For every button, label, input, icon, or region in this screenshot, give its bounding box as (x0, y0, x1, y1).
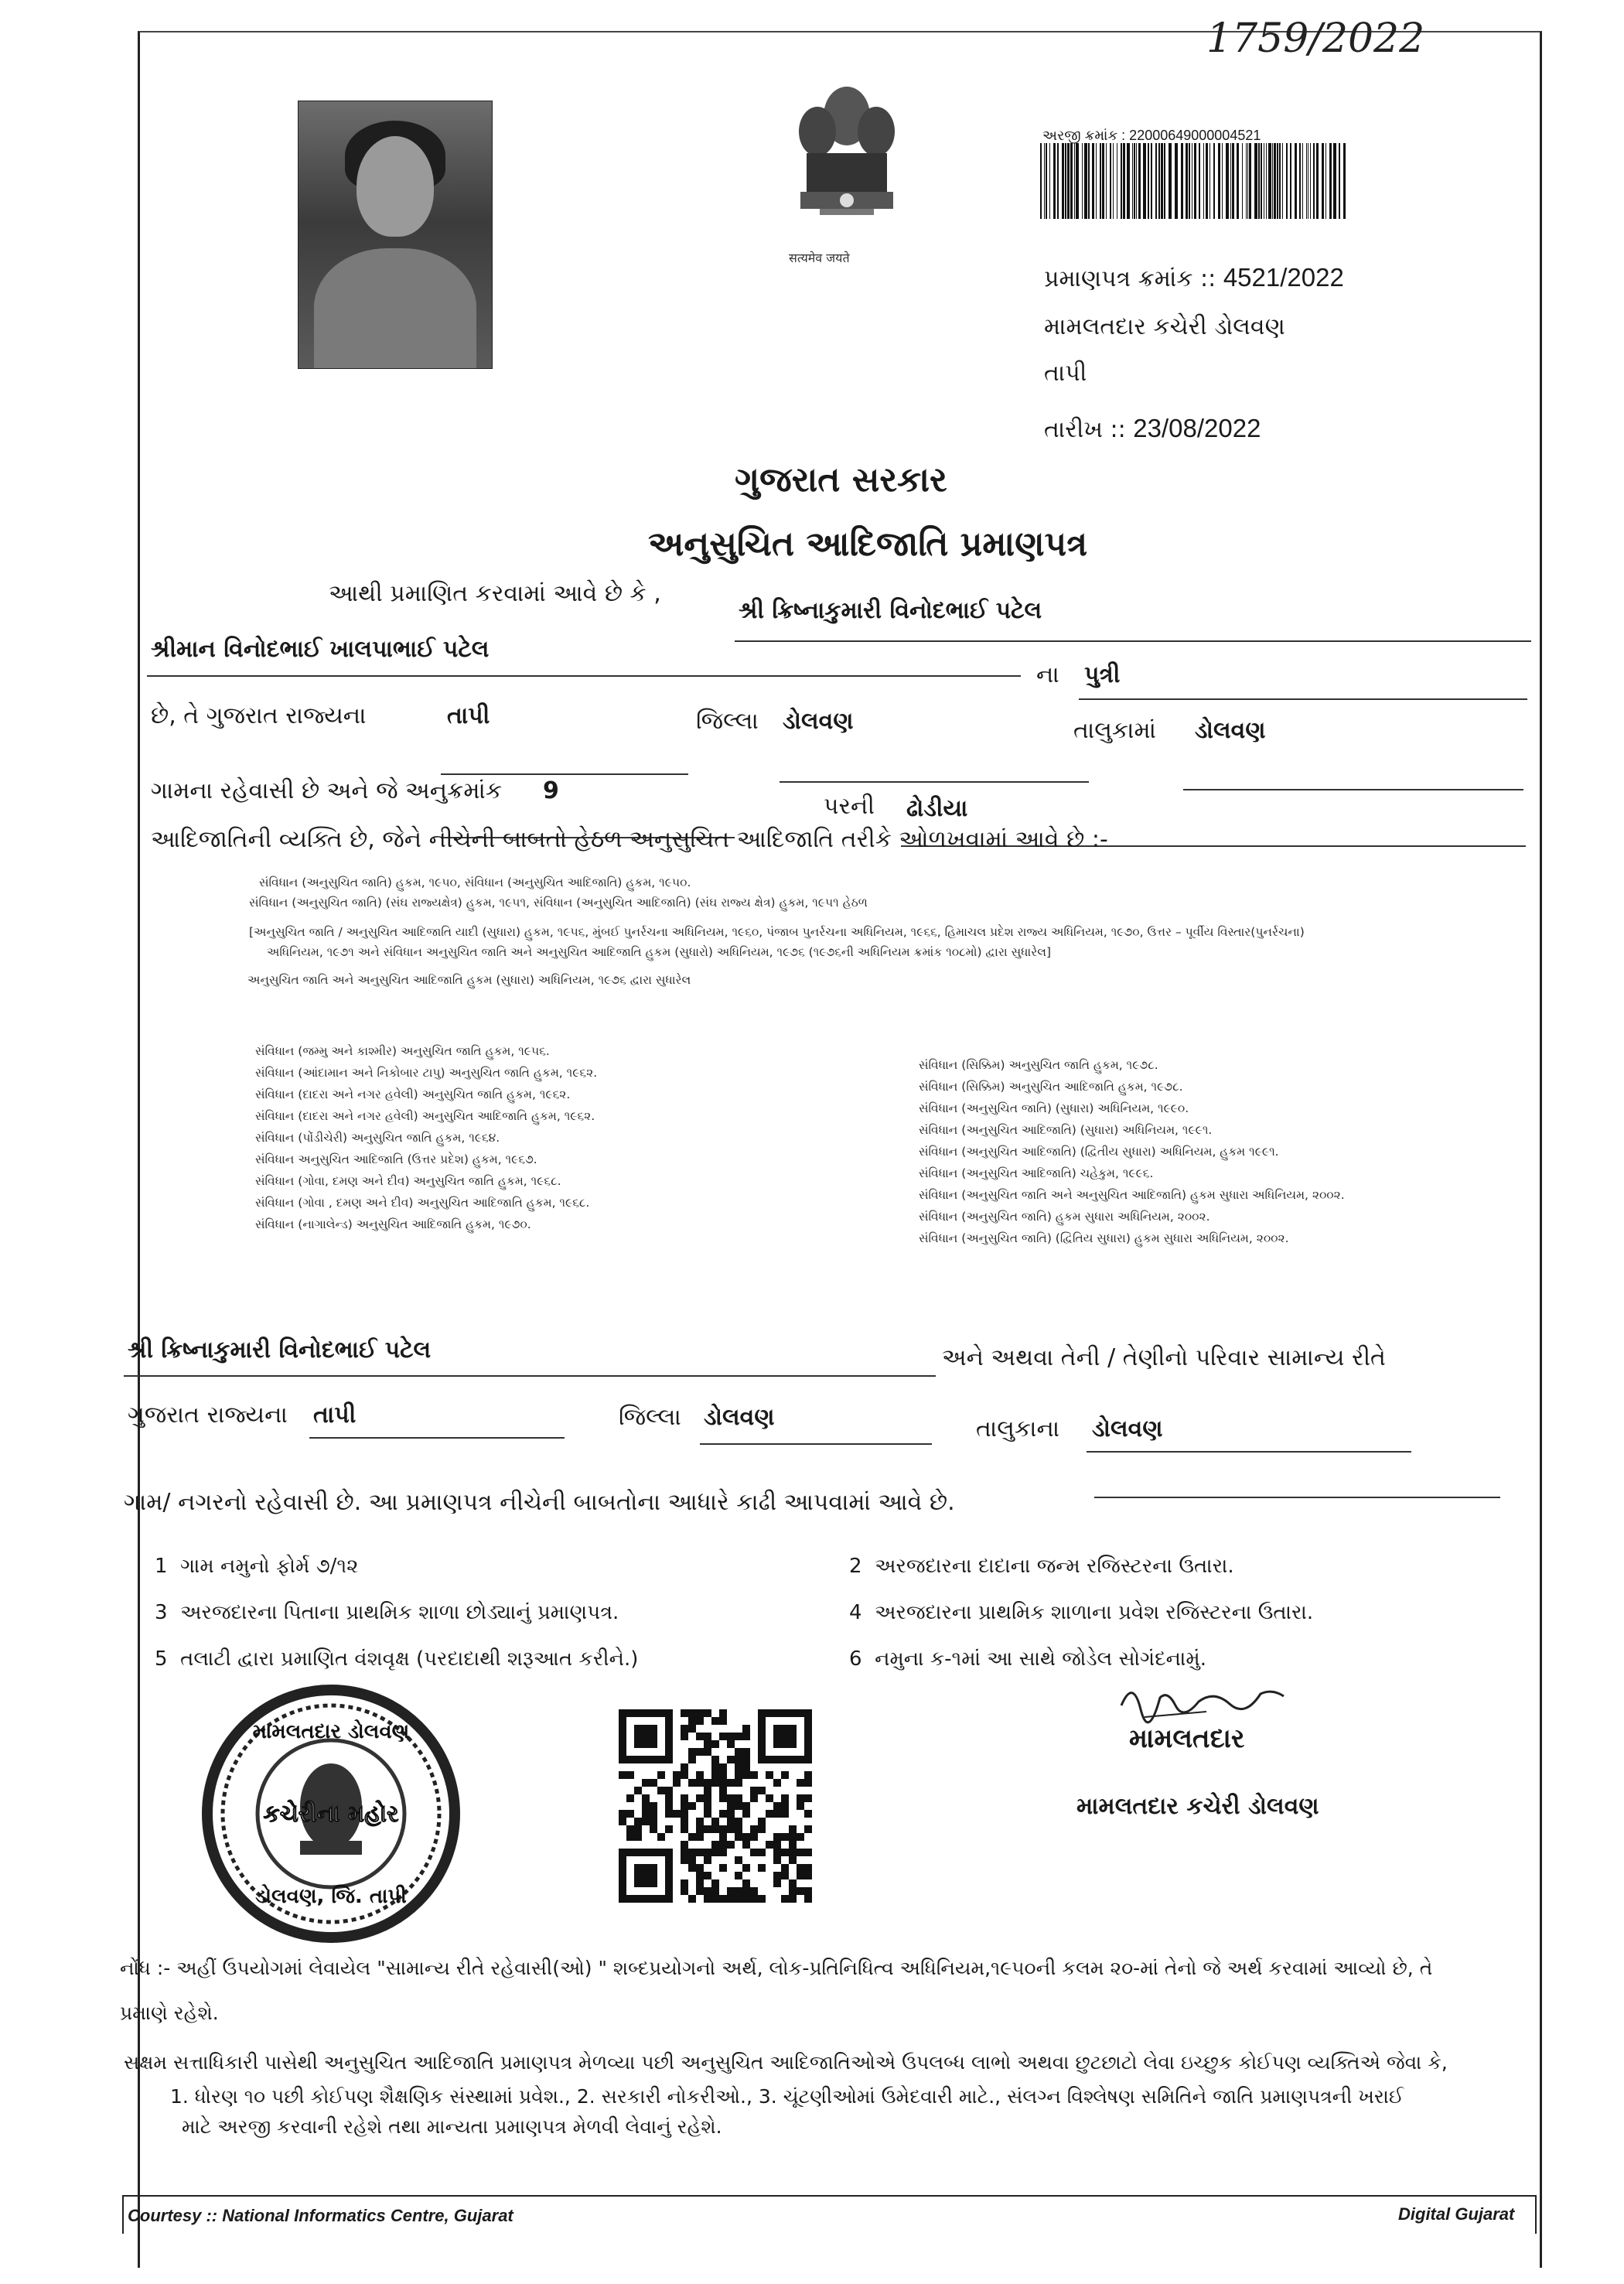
order-line: સંવિધાન (સિક્કિમ) અનુસુચિત આદિજાતિ હુકમ, ૧૯૭૮. (919, 1080, 1183, 1094)
father-name: શ્રીમાન વિનોદભાઈ ખાલપાભાઈ પટેલ (151, 636, 490, 663)
note-2-line-2: માટે અરજી કરવાની રહેશે તથા માન્યતા પ્રમાણપત્ર મેળવી લેવાનું રહેશે. (182, 2115, 722, 2138)
serial-number: 9 (543, 777, 559, 804)
order-line: સંવિધાન (જમ્મુ અને કાશ્મીર) અનુસુચિત જાતિ હુકમ, ૧૯૫૬. (255, 1044, 550, 1058)
order-line: સંવિધાન (પોંડીચેરી) અનુસુચિત જાતિ હુકમ, ૧૯૬૪. (255, 1131, 500, 1145)
underline (147, 675, 1021, 677)
residence-name: શ્રી ક્રિષ્નાકુમારી વિનોદભાઈ પટેલ (128, 1337, 432, 1364)
district-value: ડોલવણ (783, 708, 854, 735)
certificate-number-row (1044, 263, 1344, 292)
seal-top-text: મામલતદાર ડોલવણ (252, 1720, 410, 1743)
order-line: સંવિધાન (અનુસુચિત જાતિ) હુકમ, ૧૯૫૦, સંવિધાન (અનુસુચિત આદિજાતિ) હુકમ, ૧૯૫૦. (259, 876, 691, 889)
seal-center-text: કચેરીના મહોર (263, 1801, 399, 1828)
footer-brand: Digital Gujarat (1398, 2204, 1515, 2224)
issue-date-label: તારીખ :: (1044, 416, 1126, 443)
application-number: અરજી ક્રમાંક : 22000649000004521 (1042, 128, 1261, 143)
certificate-number: 4521/2022 (1223, 263, 1344, 292)
order-line: [અનુસુચિત જાતિ / અનુસુચિત આદિજાતિ યાદી (સુધારા) હુકમ, ૧૯૫૬, મુંબઈ પુનર્રચના અધિનિયમ, ૧૯૬૦, પંજાબ પુનર્રચના અધિનિયમ, ૧૯૬૬, હિમાચલ પ્રદેશ રાજ્ય અધિનિયમ, ૧૯૭૦, ઉત્તર – પૂર્વીય વિસ્તાર(પુનર્રચના) (249, 925, 1305, 939)
order-line: સંવિધાન (સિક્કિમ) અનુસુચિત જાતિ હુકમ, ૧૯૭૮. (919, 1058, 1158, 1072)
office-seal (200, 1682, 462, 1945)
order-line: સંવિધાન (અનુસુચિત જાતિ) હુકમ સુધારા અધિનિયમ, ૨૦૦૨. (919, 1210, 1210, 1224)
seal-bottom-text: ડોલવણ, જિ. તાપી (255, 1885, 407, 1908)
order-line: સંવિધાન (અનુસુચિત આદિજાતિ) ચહેકુમ, ૧૯૯૬. (919, 1166, 1154, 1180)
underline (124, 1375, 936, 1377)
residence-taluka-value: ડોલવણ (1092, 1415, 1163, 1442)
basis-item: 6 નમુના ક-૧માં આ સાથે જોડેલ સોગંદનામું. (849, 1647, 1206, 1671)
orders-left-column (255, 1044, 597, 1239)
order-line: સંવિધાન (દાદરા અને નગર હવેલી) અનુસુચિત જાતિ હુકમ, ૧૯૬૨. (255, 1087, 571, 1101)
residence-district-label: જિલ્લા (619, 1404, 681, 1431)
taluka-label: તાલુકામાં (1073, 717, 1156, 744)
underline (700, 1443, 932, 1445)
national-emblem-icon (777, 77, 916, 263)
order-line: સંવિધાન (અનુસુચિત જાતિ) (સંઘ રાજ્યક્ષેત્ર) હુકમ, ૧૯૫૧, સંવિધાન (અનુસુચિત આદિજાતિ) (સંઘ રાજ્ય ક્ષેત્ર) હુકમ, ૧૯૫૧ હેઠળ (249, 896, 868, 910)
underline (1094, 1497, 1500, 1498)
underline (1087, 1451, 1411, 1453)
state-text: છે, તે ગુજરાત રાજ્યના (151, 702, 367, 729)
order-line: સંવિધાન (ગોવા, દમણ અને દીવ) અનુસુચિત જાતિ હુકમ, ૧૯૬૮. (255, 1174, 561, 1188)
basis-item: 3 અરજદારના પિતાના પ્રાથમિક શાળા છોડ્યાનું પ્રમાણપત્ર. (155, 1601, 619, 1624)
residence-state-text: ગુજરાત રાજ્યના (128, 1401, 288, 1429)
applicant-name: શ્રી ક્રિષ્નાકુમારી વિનોદભાઈ પટેલ (739, 597, 1042, 624)
issue-date: 23/08/2022 (1133, 414, 1261, 442)
emblem-caption: सत्यमेव जयते (789, 251, 850, 265)
underline (441, 773, 688, 775)
handwritten-reference: 1759/2022 (1206, 15, 1425, 62)
order-line: સંવિધાન (અનુસુચિત આદિજાતિ) (દ્વિતીય સુધારા) અધિનિયમ, હુકમ ૧૯૯૧. (919, 1145, 1279, 1159)
orders-right-column (919, 1058, 1345, 1253)
order-line: અનુસુચિત જાતિ અને અનુસુચિત આદિજાતિ હુકમ (સુધારા) અધિનિયમ, ૧૯૭૬ દ્વારા સુધારેલ (247, 973, 691, 987)
residence-district: તાપી (447, 702, 490, 729)
family-text: અને અથવા તેની / તેણીનો પરિવાર સામાન્ય રીતે (942, 1344, 1386, 1371)
basis-item: 5 તલાટી દ્વારા પ્રમાણિત વંશવૃક્ષ (પરદાદાથી શરૂઆત કરીને.) (155, 1647, 639, 1671)
applicant-photo (298, 101, 493, 369)
government-title: ગુજરાત સરકાર (735, 460, 947, 500)
tribe-name: ઢોડીયા (906, 795, 968, 822)
note-1-continued: પ્રમાણે રહેશે. (120, 2002, 219, 2024)
qr-code (619, 1709, 812, 1903)
underline (1183, 789, 1523, 790)
order-line: સંવિધાન (અનુસુચિત જાતિ) (દ્વિતિય સુધારા) હુકમ સુધારા અધિનિયમ, ૨૦૦૨. (919, 1231, 1289, 1245)
relation: પુત્રી (1084, 661, 1121, 688)
residence-district: તાપી (313, 1401, 357, 1429)
of-text: પરની (824, 793, 875, 820)
order-line: સંવિધાન (ગોવા , દમણ અને દીવ) અનુસુચિત આદિજાતિ હુકમ, ૧૯૬૮. (255, 1196, 590, 1210)
recognized-text: આદિજાતિની વ્યક્તિ છે, જેને નીચેની બાબતો હેઠળ અનુસુચિત આદિજાતિ તરીકે ઓળખવામાં આવે છે :- (151, 826, 1108, 853)
issue-date-row (1044, 414, 1261, 443)
certificate-title: અનુસુચિત આદિજાતિ પ્રમાણપત્ર (648, 524, 1088, 564)
barcode (1040, 143, 1346, 219)
signatory-office: મામલતદાર કચેરી ડોલવણ (1076, 1793, 1319, 1820)
underline (780, 781, 1089, 783)
basis-item: 2 અરજદારના દાદાના જન્મ રજિસ્ટરના ઉતારા. (849, 1555, 1234, 1578)
na-text: ના (1036, 661, 1059, 688)
order-line: સંવિધાન (દાદરા અને નગર હવેલી) અનુસુચિત આદિજાતિ હુકમ, ૧૯૬૨. (255, 1109, 595, 1123)
order-line: સંવિધાન (અનુસુચિત જાતિ) (સુધારા) અધિનિયમ, ૧૯૯૦. (919, 1101, 1189, 1115)
village-text: ગામના રહેવાસી છે અને જે અનુક્રમાંક (151, 777, 503, 804)
certificate-number-label: પ્રમાણપત્ર ક્રમાંક :: (1044, 265, 1216, 292)
taluka-value: ડોલવણ (1195, 717, 1266, 744)
district-label: જિલ્લા (696, 708, 759, 735)
residence-taluka-label: તાલુકાના (976, 1415, 1060, 1442)
residence-district-value: ડોલવણ (704, 1404, 775, 1431)
underline (1079, 698, 1527, 700)
issuing-office: મામલતદાર કચેરી ડોલવણ (1044, 313, 1285, 340)
order-line: સંવિધાન (નાગાલેન્ડ) અનુસુચિત આદિજાતિ હુકમ, ૧૯૭૦. (255, 1217, 531, 1231)
underline (735, 640, 1531, 642)
order-line: સંવિધાન (અનુસુચિત જાતિ અને અનુસુચિત આદિજાતિ) હુકમ સુધારા અધિનિયમ, ૨૦૦૨. (919, 1188, 1345, 1202)
underline (309, 1437, 565, 1439)
note-2: સક્ષમ સત્તાધિકારી પાસેથી અનુસુચિત આદિજાતિ પ્રમાણપત્ર મેળવ્યા પછી અનુસુચિત આદિજાતિઓએ ઉપલબ્ધ લાભો અથવા છુટછાટો લેવા ઇચ્છુક કોઈપણ વ્યક્તિએ જેવા કે, (124, 2051, 1448, 2074)
residence-village-text: ગામ/ નગરનો રહેવાસી છે. આ પ્રમાણપત્ર નીચેની બાબતોના આધારે કાઢી આપવામાં આવે છે. (124, 1489, 955, 1516)
certify-text: આથી પ્રમાણિત કરવામાં આવે છે કે , (329, 580, 661, 607)
order-line: અધિનિયમ, ૧૯૭૧ અને સંવિધાન અનુસુચિત જાતિ અને અનુસુચિત આદિજાતિ હુકમ (સુધારો) અધિનિયમ, ૧૯૭૬ (૧૯૭૬ની અધિનિયમ ક્રમાંક ૧૦૮મો) દ્વારા સુધારેલ] (267, 945, 1052, 959)
footer-courtesy: Courtesy :: National Informatics Centre, Gujarat (128, 2206, 513, 2225)
basis-item: 1 ગામ નમુનો ફોર્મ ૭/૧૨ (155, 1555, 359, 1578)
order-line: સંવિધાન (આંદામાન અને નિકોબાર ટાપુ) અનુસુચિત જાતિ હુકમ, ૧૯૬૨. (255, 1066, 598, 1080)
order-line: સંવિધાન અનુસુચિત આદિજાતિ (ઉત્તર પ્રદેશ) હુકમ, ૧૯૬૭. (255, 1152, 537, 1166)
order-line: સંવિધાન (અનુસુચિત આદિજાતિ) (સુધારા) અધિનિયમ, ૧૯૯૧. (919, 1123, 1213, 1137)
note-2-line-1: 1. ધોરણ ૧૦ પછી કોઈપણ શૈક્ષણિક સંસ્થામાં પ્રવેશ., 2. સરકારી નોકરીઓ., 3. ચૂંટણીઓમાં ઉમેદવારી માટે., સંલગ્ન વિશ્લેષણ સમિતિને જાતિ પ્રમાણપત્રની ખરાઈ (170, 2085, 1404, 2108)
signatory-title: મામલતદાર (1129, 1723, 1245, 1754)
basis-item: 4 અરજદારના પ્રાથમિક શાળાના પ્રવેશ રજિસ્ટરના ઉતારા. (849, 1601, 1314, 1624)
issuing-district: તાપી (1044, 360, 1087, 387)
note-1: નોંધ :- અહીં ઉપયોગમાં લેવાયેલ "સામાન્ય રીતે રહેવાસી(ઓ) " શબ્દપ્રયોગનો અર્થ, લોક-પ્રતિનિધિત્વ અધિનિયમ,૧૯૫૦ની કલમ ૨૦-માં તેનો જે અર્થ કરવામાં આવ્યો છે, તે (120, 1957, 1433, 1979)
